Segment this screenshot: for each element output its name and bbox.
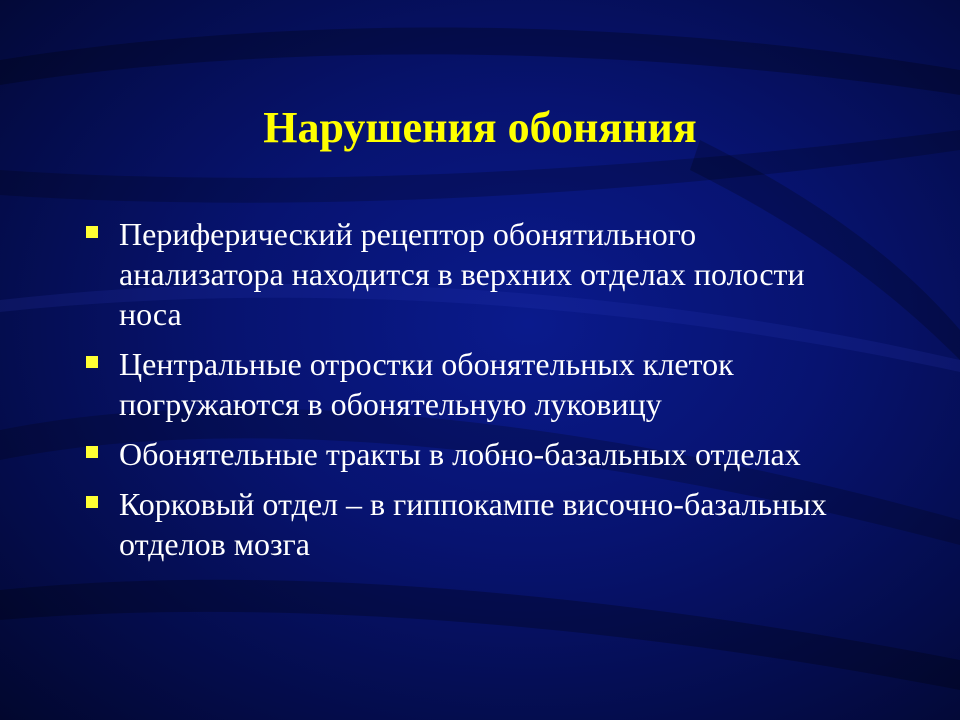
bullet-text: Периферический рецептор обонятильного анализатора находится в верхних отделах полости носа bbox=[119, 216, 805, 332]
bullet-item bbox=[86, 484, 866, 564]
swoosh-bottom bbox=[0, 580, 960, 690]
bullet-list bbox=[86, 214, 866, 574]
bullet-text: Корковый отдел – в гиппокампе височно-базальных отделов мозга bbox=[119, 486, 827, 562]
square-bullet-icon bbox=[86, 496, 98, 508]
bullet-text: Центральные отростки обонятельных клеток погружаются в обонятельную луковицу bbox=[119, 346, 734, 422]
square-bullet-icon bbox=[86, 226, 98, 238]
square-bullet-icon bbox=[86, 446, 98, 458]
bullet-text: Обонятельные тракты в лобно-базальных отделах bbox=[119, 436, 801, 472]
swoosh-top bbox=[0, 28, 960, 96]
slide-title: Нарушения обоняния bbox=[263, 103, 697, 152]
bullet-item bbox=[86, 434, 866, 474]
square-bullet-icon bbox=[86, 356, 98, 368]
bullet-item bbox=[86, 344, 866, 424]
bullet-item bbox=[86, 214, 866, 334]
